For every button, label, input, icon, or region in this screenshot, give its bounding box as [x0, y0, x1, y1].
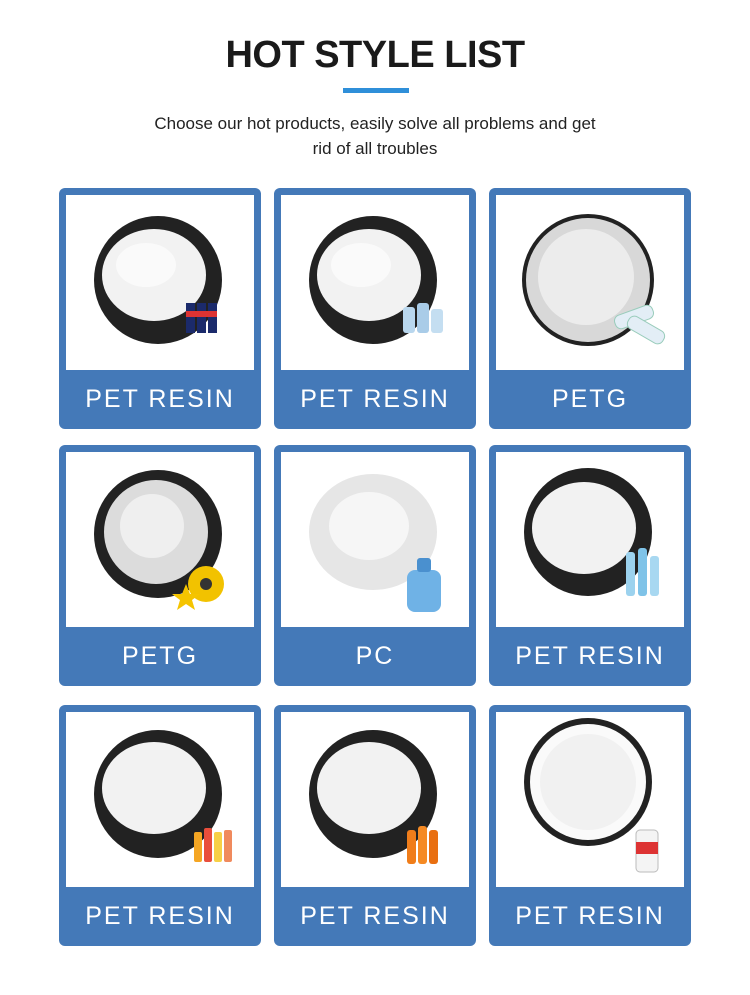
product-card[interactable] [489, 188, 691, 429]
product-label: PET RESIN [85, 902, 235, 930]
product-card[interactable] [489, 445, 691, 686]
product-image [496, 195, 684, 370]
product-image [66, 195, 254, 370]
product-label: PET RESIN [300, 385, 450, 413]
subtitle-line-2: rid of all troubles [312, 139, 438, 158]
subtitle-line-1: Choose our hot products, easily solve all problems and get [154, 114, 596, 133]
product-image [66, 712, 254, 887]
product-label: PETG [121, 642, 199, 670]
product-label: PET RESIN [300, 902, 450, 930]
product-card[interactable] [274, 705, 476, 946]
product-card[interactable] [59, 188, 261, 429]
product-card[interactable] [489, 705, 691, 946]
product-image [496, 452, 684, 627]
product-label: PETG [551, 385, 629, 413]
page-title: HOT STYLE LIST [225, 34, 525, 76]
product-label: PET RESIN [515, 902, 665, 930]
product-card[interactable] [59, 445, 261, 686]
product-image [281, 452, 469, 627]
product-image [496, 712, 684, 887]
product-card[interactable] [59, 705, 261, 946]
product-card[interactable] [274, 188, 476, 429]
product-image [66, 452, 254, 627]
page-subtitle [150, 111, 600, 161]
product-label: PC [355, 642, 395, 670]
product-image [281, 195, 469, 370]
product-image [281, 712, 469, 887]
product-card[interactable] [274, 445, 476, 686]
product-label: PET RESIN [515, 642, 665, 670]
product-label: PET RESIN [85, 385, 235, 413]
title-underline [343, 88, 409, 93]
